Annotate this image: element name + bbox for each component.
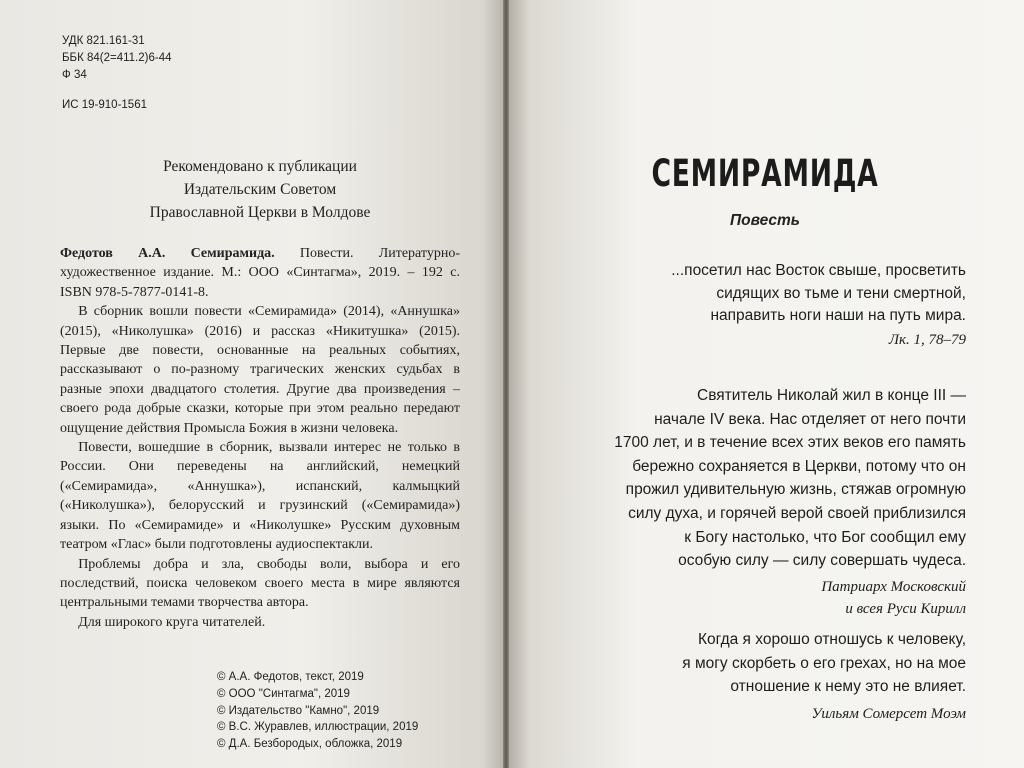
epigraph-line: отношение к нему это не влияет.: [730, 678, 966, 696]
epigraph-line: к Богу настолько, что Бог сообщил ему: [684, 528, 966, 546]
epigraph-line: начале IV века. Нас отделяет от него почти: [654, 410, 966, 428]
recommendation-line: Издательским Советом: [183, 181, 337, 198]
annotation-paragraph: В сборник вошли повести «Семирамида» (2014), «Аннушка» (2015), «Николушка» (2016) и рассказ «Никитушка» (2015). Первые две повести, основанные на реальных событиях, рассказывают о по-разному трагических женских судьбах в разные эпохи двадцатого столетия. Другие два произведения – своего рода добрые сказки, которые при этом реально передают ощущение действия Промысла Божия в жизни человека.: [60, 304, 460, 436]
annotation-header: [60, 244, 460, 302]
annotation-author-title: Федотов А.А. Семирамида.: [60, 246, 275, 261]
annotation-paragraph: Повести, вошедшие в сборник, вызвали интерес не только в России. Они переведены на английский, немецкий («Семирамида», «Аннушка»), испанский, калмыцкий («Николушка»), белорусский и грузинский («Семирамида») языки. По «Семирамиде» и «Николушке» Русским духовным театром «Глас» были подготовлены аудиоспектакли.: [60, 440, 460, 553]
is-code: ИС 19-910-1561: [62, 99, 147, 111]
recommendation-line: Рекомендовано к публикации: [163, 158, 357, 175]
epigraph-line: я могу скорбеть о его грехах, но на мое: [682, 654, 966, 672]
epigraph-3: [560, 628, 966, 725]
author-mark: Ф 34: [62, 69, 87, 81]
copyright-line: © А.А. Федотов, текст, 2019: [217, 671, 364, 683]
annotation-imprint: Повести. Литературно-художественное издание. М.: ООО «Синтагма», 2019. – 192 с. ISBN 978-5-7877-0141-8.: [60, 246, 460, 300]
copyright-line: © Издательство "Камно", 2019: [217, 704, 380, 717]
epigraph-line: прожил удивительную жизнь, стяжав огромную: [625, 481, 966, 499]
epigraph-line: силу духа, и горячей верой своей приблизился: [628, 504, 966, 522]
epigraph-2: [560, 384, 966, 620]
epigraph-1: [560, 260, 966, 351]
copyright-block: [217, 669, 418, 753]
annotation-paragraph: Проблемы добра и зла, свободы воли, выбора и его последствий, поиска человеком своего места в мире являются центральными темами творчества автора.: [60, 556, 460, 611]
recommendation-line: Православной Церкви в Молдове: [149, 204, 371, 221]
epigraph-source: Патриарх Московский: [821, 578, 966, 595]
left-page: [0, 0, 503, 768]
book-title: СЕМИРАМИДА: [651, 152, 879, 195]
epigraph-line: ...посетил нас Восток свыше, просветить: [671, 262, 966, 279]
epigraph-line: Святитель Николай жил в конце III —: [697, 387, 966, 404]
bibliographic-codes: [62, 33, 172, 114]
copyright-line: © Д.А. Безбородых, обложка, 2019: [217, 738, 403, 751]
epigraph-line: сидящих во тьме и тени смертной,: [716, 284, 966, 302]
epigraph-source: и всея Руси Кирилл: [845, 600, 966, 617]
epigraph-line: бережно сохраняется в Церкви, потому что он: [632, 457, 966, 475]
copyright-line: © В.С. Журавлев, иллюстрации, 2019: [217, 721, 419, 734]
epigraph-line: 1700 лет, и в течение всех этих веков его память: [614, 434, 966, 452]
epigraph-line: направить ноги наши на путь мира.: [710, 307, 966, 324]
annotation-paragraph: Для широкого круга читателей.: [78, 614, 266, 630]
book-subtitle: Повесть: [729, 212, 800, 229]
udk-code: УДК 821.161-31: [62, 35, 145, 47]
copyright-line: © ООО "Синтагма", 2019: [217, 687, 350, 700]
epigraph-source: Лк. 1, 78–79: [888, 331, 966, 348]
bbk-code: ББК 84(2=411.2)6-44: [62, 52, 172, 64]
recommendation: [60, 155, 460, 224]
annotation: [60, 244, 460, 632]
epigraph-line: Когда я хорошо отношусь к человеку,: [697, 631, 966, 648]
epigraph-line: особую силу — силу совершать чудеса.: [678, 552, 966, 570]
epigraph-source: Уильям Сомерсет Моэм: [811, 705, 966, 722]
